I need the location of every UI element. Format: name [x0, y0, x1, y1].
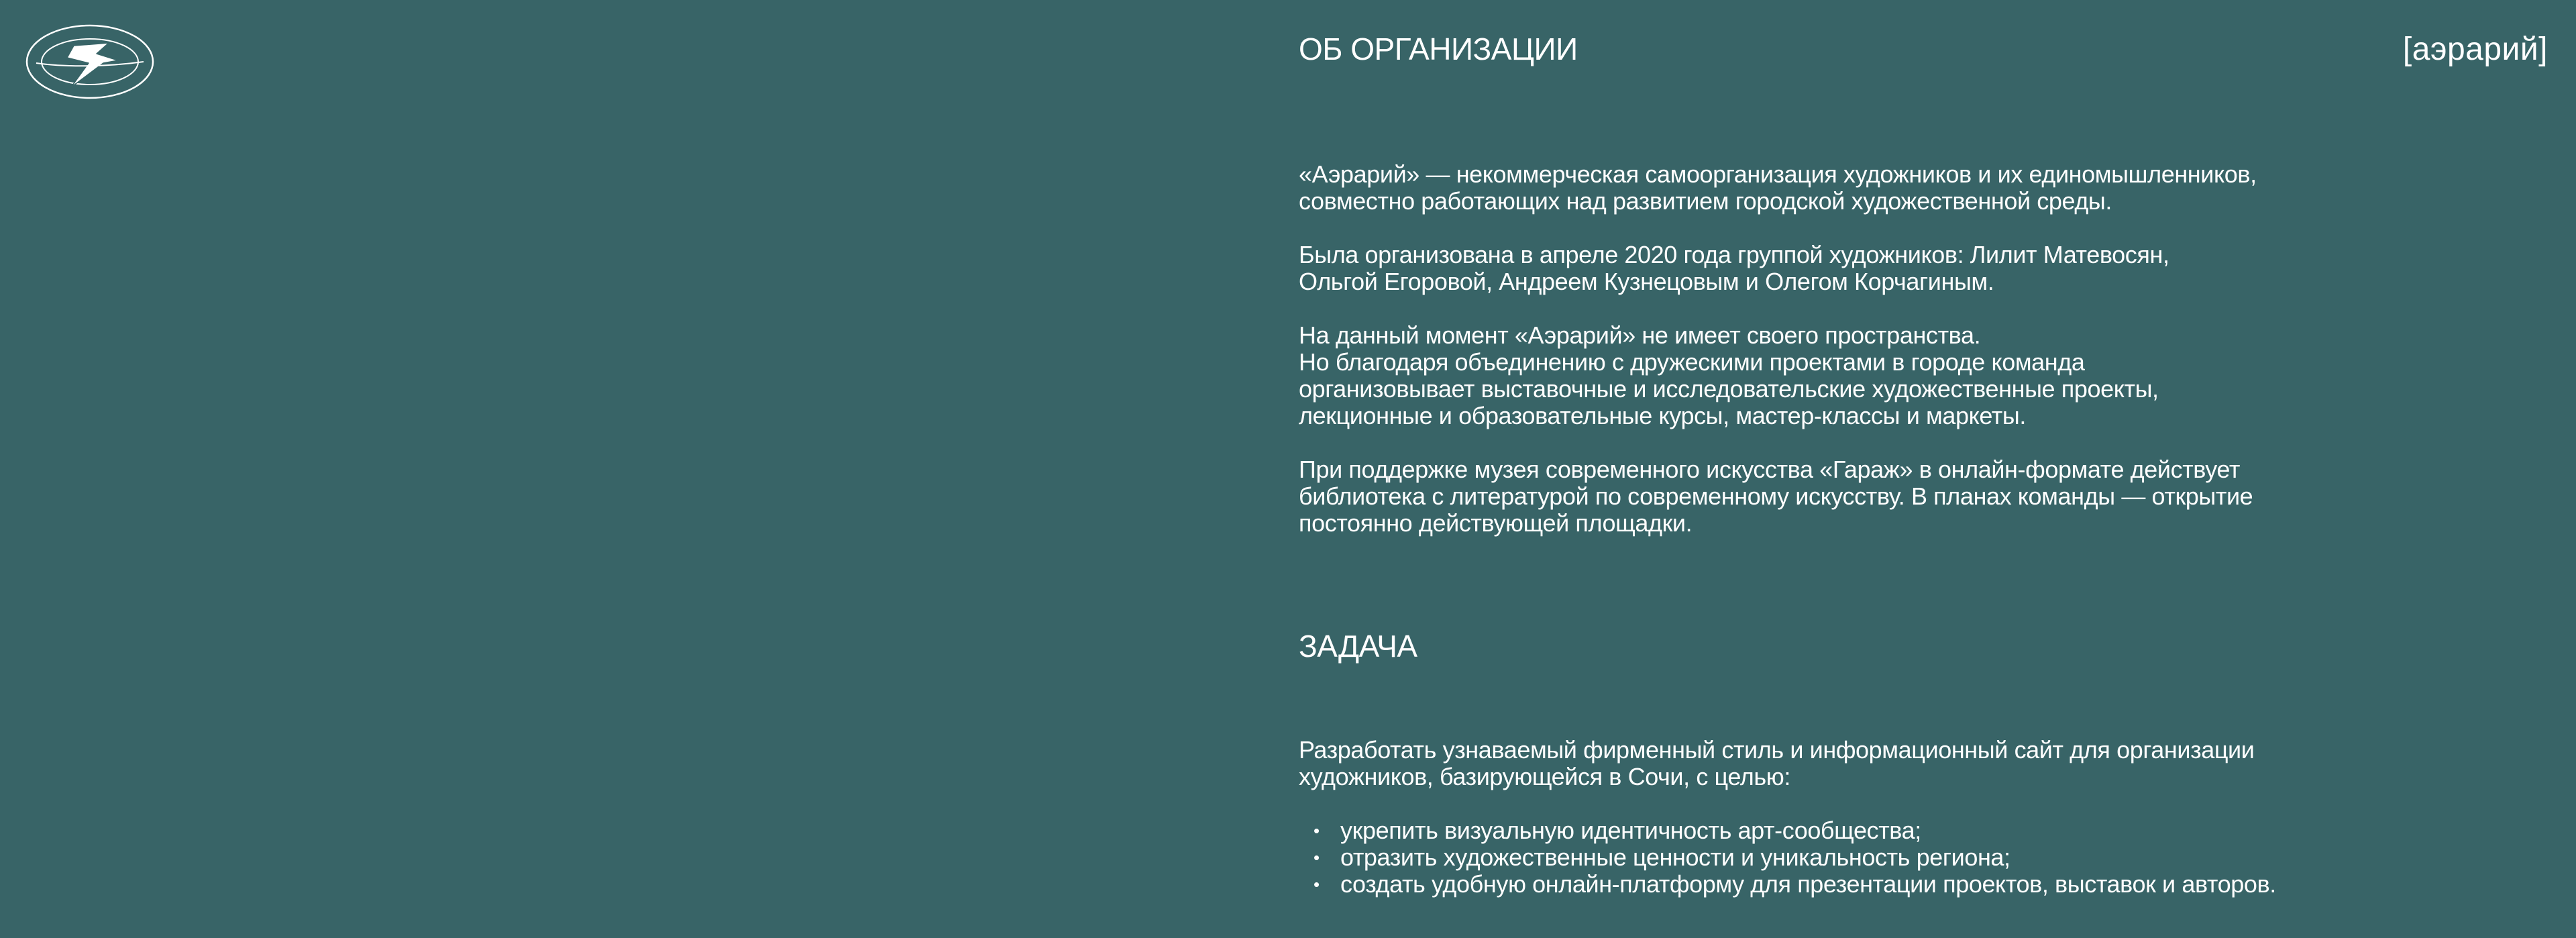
aerarium-logo-icon[interactable] [24, 23, 156, 101]
aerarium-logo-graphic [24, 23, 156, 101]
bullet-icon: • [1313, 847, 1320, 868]
paragraph-line: Разработать узнаваемый фирменный стиль и информационный сайт для организации [1299, 736, 2255, 764]
task-list-item [1299, 817, 2385, 844]
about-paragraph [1299, 161, 2385, 215]
task-item-text: укрепить визуальную идентичность арт-сообщества; [1340, 817, 1921, 844]
bullet-icon: • [1313, 821, 1320, 841]
paragraph-line: лекционные и образовательные курсы, мастер-классы и маркеты. [1299, 402, 2026, 429]
paragraph-line: Была организована в апреле 2020 года группой художников: Лилит Матевосян, [1299, 241, 2169, 268]
paragraph-line: При поддержке музея современного искусства «Гараж» в онлайн-формате действует [1299, 456, 2240, 483]
paragraph-line: организовывает выставочные и исследовательские художественные проекты, [1299, 375, 2159, 403]
about-paragraph [1299, 322, 2385, 429]
brand-name[interactable]: [аэрарий] [2402, 32, 2548, 67]
paragraph-line: Ольгой Егоровой, Андреем Кузнецовым и Олегом Корчагиным. [1299, 268, 1994, 295]
paragraph-line: Но благодаря объединению с дружескими проектами в городе команда [1299, 348, 2085, 376]
paragraph-line: постоянно действующей площадки. [1299, 509, 1693, 537]
task-item-text: создать удобную онлайн-платформу для презентации проектов, выставок и авторов. [1340, 870, 2276, 898]
task-list [1299, 817, 2385, 898]
about-title: ОБ ОРГАНИЗАЦИИ [1299, 32, 1578, 66]
task-item-text: отразить художественные ценности и уникальность региона; [1340, 843, 2010, 871]
task-list-item [1299, 844, 2385, 871]
about-paragraph [1299, 242, 2385, 295]
paragraph-line: библиотека с литературой по современному искусству. В планах команды — открытие [1299, 482, 2253, 510]
task-title: ЗАДАЧА [1299, 629, 1417, 664]
about-paragraphs [1299, 161, 2385, 537]
about-paragraph [1299, 456, 2385, 537]
task-intro [1299, 737, 2385, 790]
bullet-icon: • [1313, 874, 1320, 894]
task-body [1299, 737, 2385, 898]
paragraph-line: На данный момент «Аэрарий» не имеет своего пространства. [1299, 321, 1981, 349]
paragraph-line: художников, базирующейся в Сочи, с целью: [1299, 763, 1790, 790]
paragraph-line: «Аэрарий» — некоммерческая самоорганизация художников и их единомышленников, [1299, 160, 2257, 188]
main-content [1299, 31, 2385, 898]
task-list-item [1299, 871, 2385, 898]
paragraph-line: совместно работающих над развитием городской художественной среды. [1299, 187, 2112, 215]
